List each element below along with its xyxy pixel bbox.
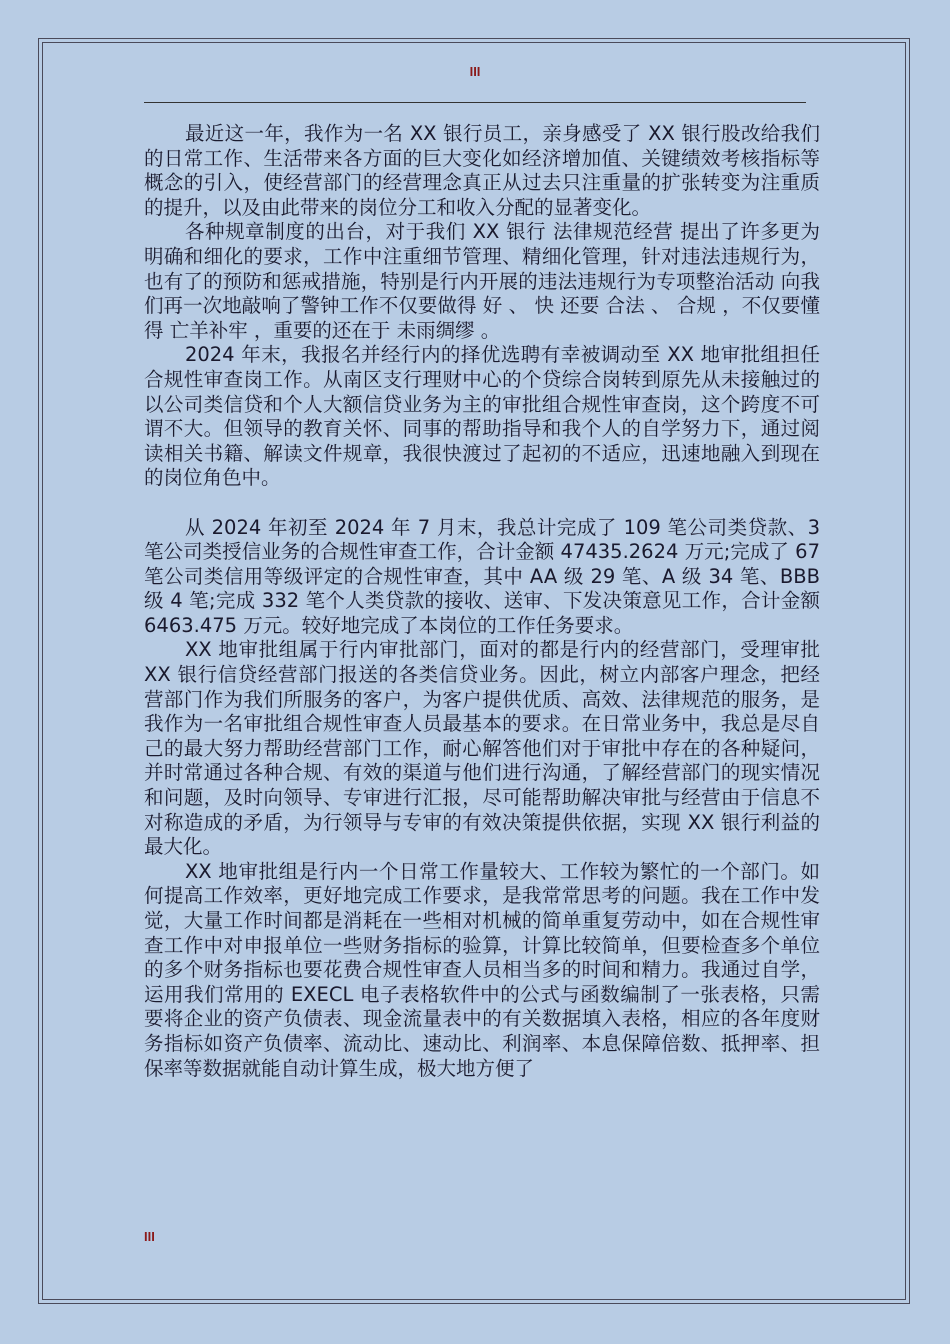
paragraph-2: 各种规章制度的出台，对于我们 XX 银行 法律规范经营 提出了许多更为明确和细化的要求，工作中注重细节管理、精细化管理，针对违法违规行为，也有了的预防和惩戒措施，特别是行内开展的违法违规行为专项整治活动 向我们再一次地敲响了警钟工作不仅要做得 好 、 快 还要 合法 、 合规 ，不仅要懂得 亡羊补牢 ，重要的还在于 未雨绸缪 。: [144, 220, 820, 342]
paragraph-4: 从 2024 年初至 2024 年 7 月末，我总计完成了 109 笔公司类贷款、3 笔公司类授信业务的合规性审查工作，合计金额 47435.2624 万元;完成了 67 笔公司类信用等级评定的合规性审查，其中 AA 级 29 笔、A 级 34 笔、BBB 级 4 笔;完成 332 笔个人类贷款的接收、送审、下发决策意见工作，合计金额 6463.475 万元。较好地完成了本岗位的工作任务要求。: [144, 515, 820, 637]
header-mark: III: [469, 64, 481, 79]
footer-mark: III: [144, 1229, 155, 1244]
paragraph-6: XX 地审批组是行内一个日常工作量较大、工作较为繁忙的一个部门。如何提高工作效率，更好地完成工作要求，是我常常思考的问题。我在工作中发觉，大量工作时间都是消耗在一些相对机械的简单重复劳动中，如在合规性审查工作中对申报单位一些财务指标的验算，计算比较简单，但要检查多个单位的多个财务指标也要花费合规性审查人员相当多的时间和精力。我通过自学，运用我们常用的 EXECL 电子表格软件中的公式与函数编制了一张表格，只需要将企业的资产负债表、现金流量表中的有关数据填入表格，相应的各年度财务指标如资产负债率、流动比、速动比、利润率、本息保障倍数、抵押率、担保率等数据就能自动计算生成，极大地方便了: [144, 859, 820, 1080]
document-body: [144, 122, 820, 1081]
header-rule: [144, 102, 806, 103]
paragraph-3: 2024 年末，我报名并经行内的择优选聘有幸被调动至 XX 地审批组担任合规性审查岗工作。从南区支行理财中心的个贷综合岗转到原先从未接触过的以公司类信贷和个人大额信贷业务为主的审批组合规性审查岗，这个跨度不可谓不大。但领导的教育关怀、同事的帮助指导和我个人的自学努力下，通过阅读相关书籍、解读文件规章，我很快渡过了起初的不适应，迅速地融入到现在的岗位角色中。: [144, 343, 820, 490]
paragraph-gap: [144, 491, 820, 516]
paragraph-1: 最近这一年，我作为一名 XX 银行员工，亲身感受了 XX 银行股改给我们的日常工作、生活带来各方面的巨大变化如经济增加值、关键绩效考核指标等概念的引入，使经营部门的经营理念真正从过去只注重量的扩张转变为注重质的提升，以及由此带来的岗位分工和收入分配的显著变化。: [144, 122, 820, 219]
paragraph-5: XX 地审批组属于行内审批部门，面对的都是行内的经营部门，受理审批 XX 银行信贷经营部门报送的各类信贷业务。因此，树立内部客户理念，把经营部门作为我们所服务的客户，为客户提供优质、高效、法律规范的服务，是我作为一名审批组合规性审查人员最基本的要求。在日常业务中，我总是尽自己的最大努力帮助经营部门工作，耐心解答他们对于审批中存在的各种疑问，并时常通过各种合规、有效的渠道与他们进行沟通，了解经营部门的现实情况和问题，及时向领导、专审进行汇报，尽可能帮助解决审批与经营由于信息不对称造成的矛盾，为行领导与专审的有效决策提供依据，实现 XX 银行利益的最大化。: [144, 638, 820, 859]
